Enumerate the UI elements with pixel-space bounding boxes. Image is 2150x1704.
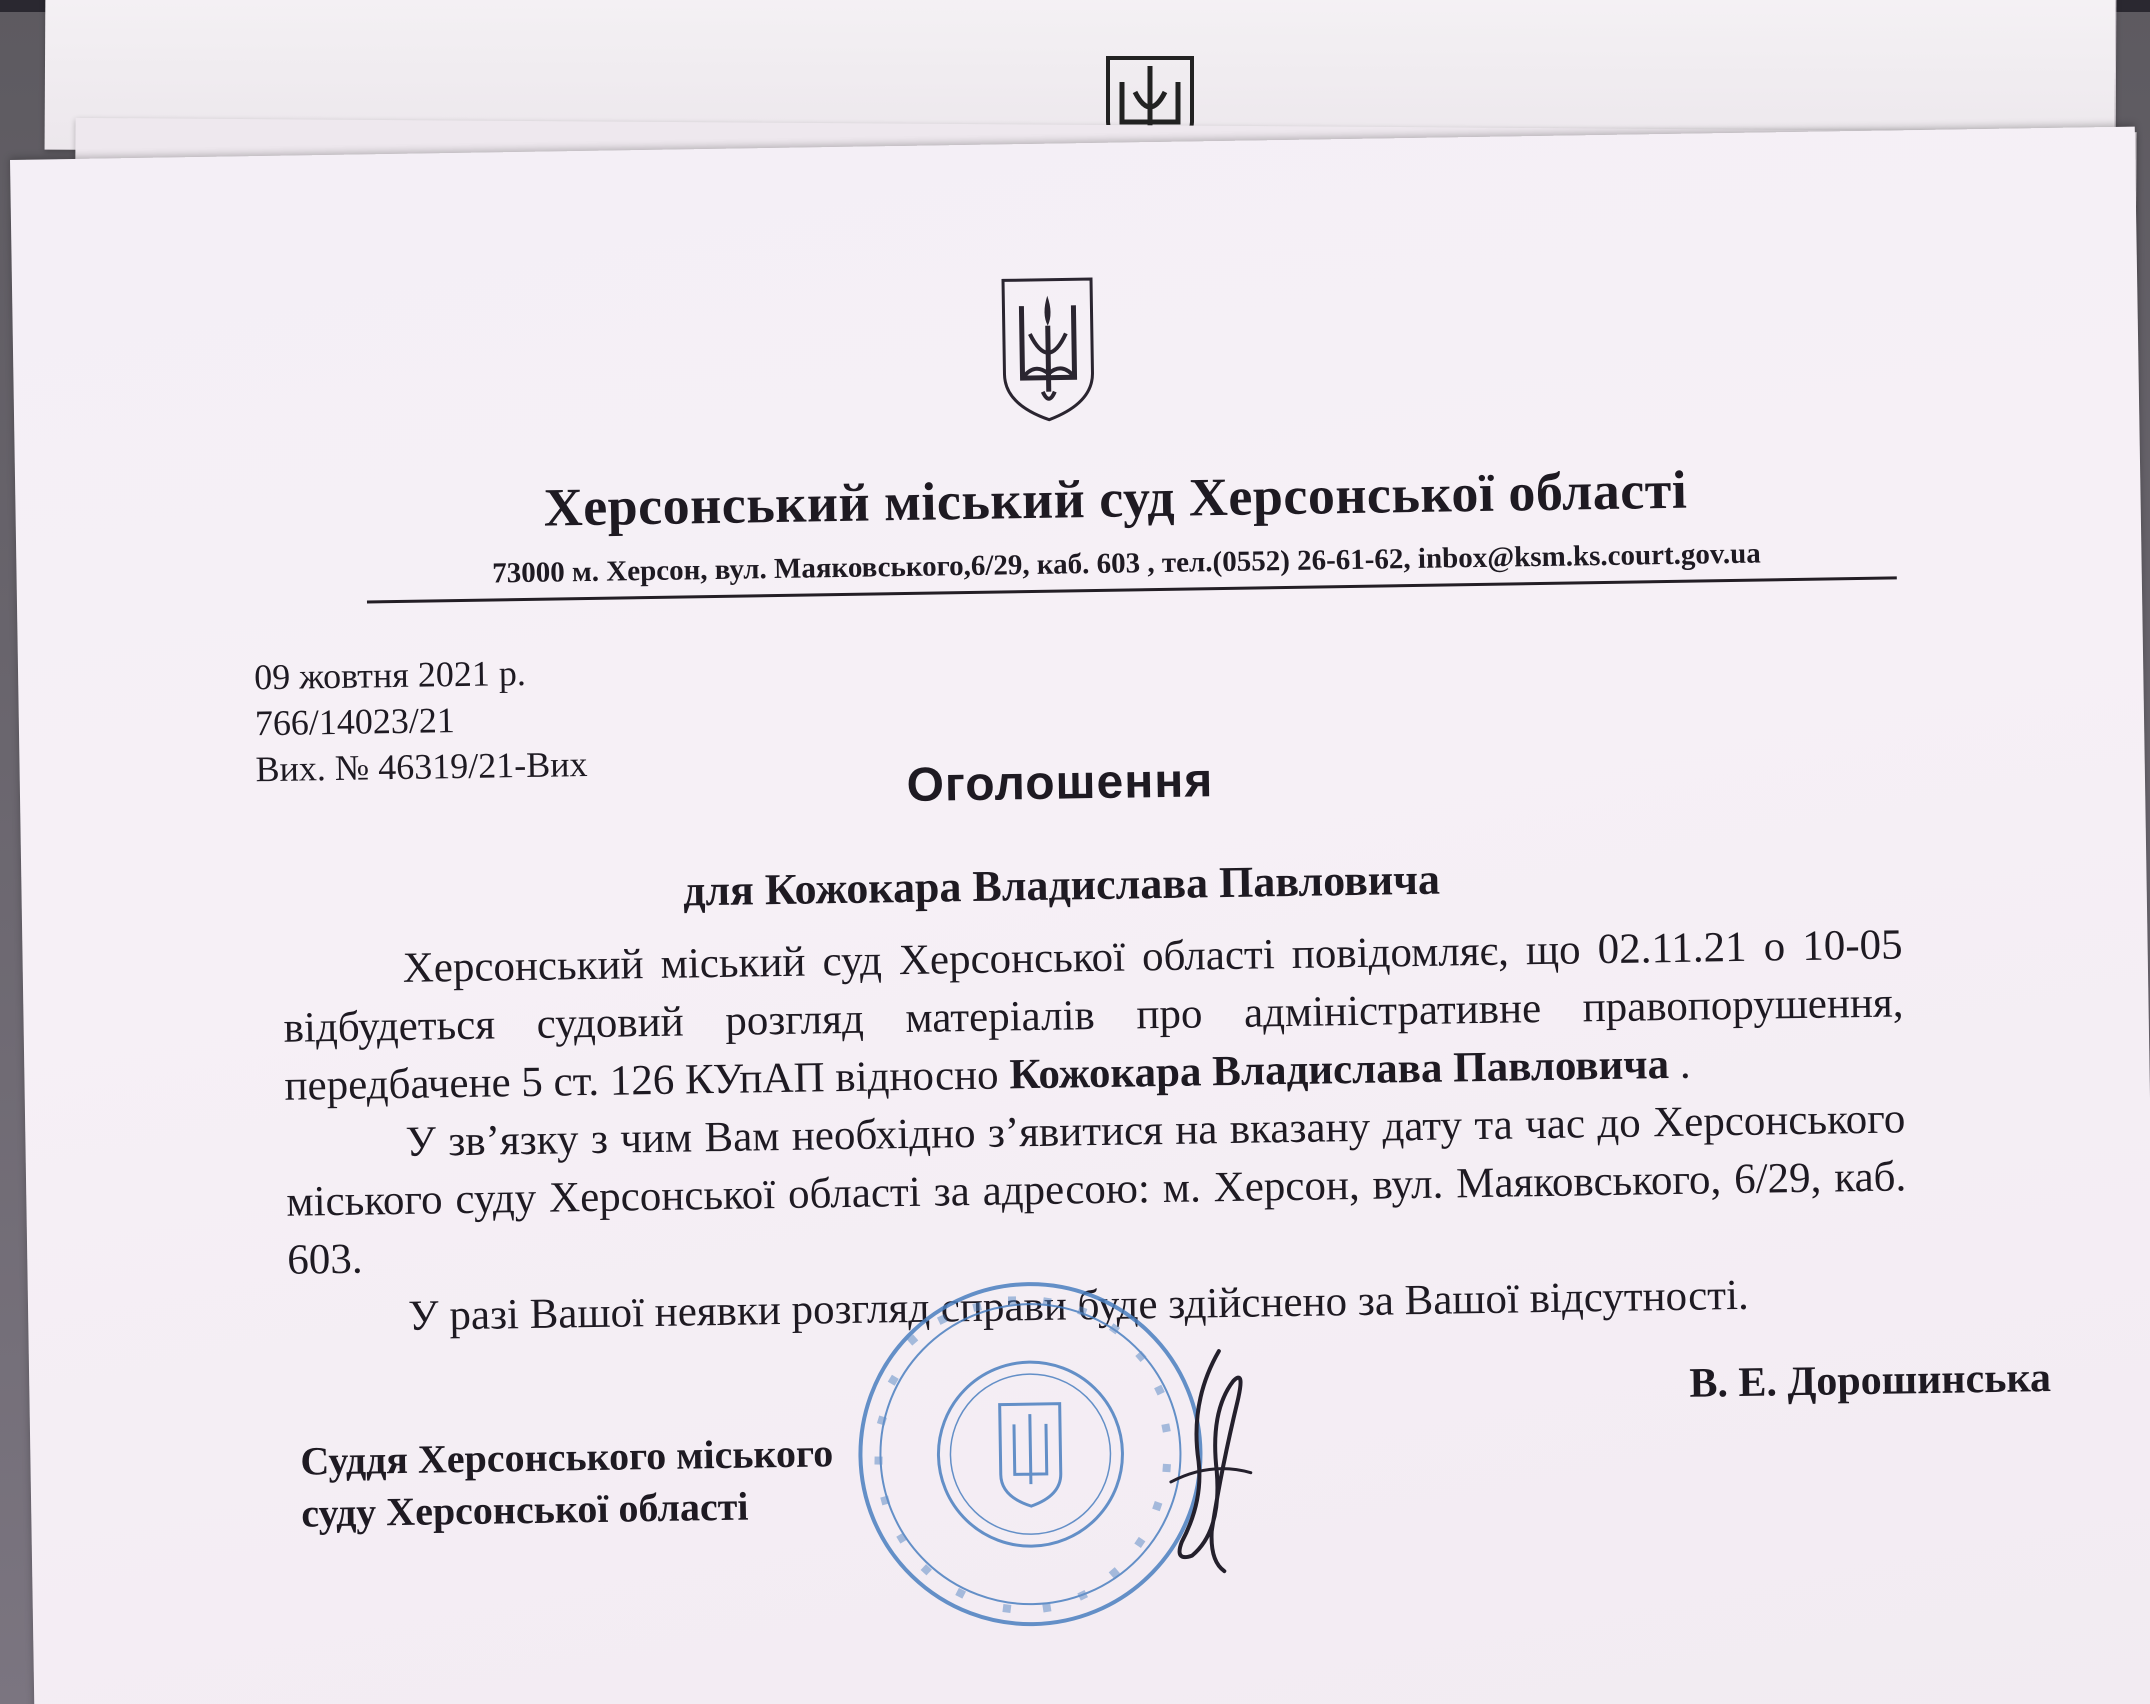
paragraph3-text: У разі Вашої неявки розгляд справи буде здійснено за Вашої відсутності. xyxy=(407,1271,1750,1340)
paragraph1-text: Херсонський міський суд Херсонської області повідомляє, що 02.11.21 о 10-05 відбудеться судовий розгляд матеріалів про адміністративне правопорушення, передбачене 5 ст. 126 КУпАП відносно xyxy=(283,921,1904,1110)
signer-title-line2: суду Херсонської області xyxy=(300,1483,749,1536)
addressee: для Кожокара Владислава Павловича xyxy=(682,854,1441,916)
paragraph1-end: . xyxy=(1668,1040,1691,1089)
paragraph-hearing-notice xyxy=(282,916,1905,1115)
letter-sheet xyxy=(10,127,2150,1704)
paragraph2-text: У зв’язку з чим Вам необхідно з’явитися на вказану дату та час до Херсонського міського суду Херсонської області за адресою: м. Херсон, вул. Маяковського, 6/29, каб. 603. xyxy=(286,1095,1907,1284)
paragraph-indent xyxy=(283,982,403,984)
letter-content xyxy=(10,127,2150,1704)
court-name: Херсонський міський суд Херсонської області xyxy=(543,459,1688,538)
case-number: 766/14023/21 xyxy=(254,700,456,744)
signer-name: В. Е. Дорошинська xyxy=(1689,1355,2052,1407)
signer-title-line1: Суддя Херсонського міського xyxy=(300,1430,834,1484)
paragraph-appear xyxy=(285,1090,1908,1289)
paragraph-indent xyxy=(288,1330,408,1332)
signer-title xyxy=(300,1427,834,1539)
handwritten-signature xyxy=(1149,1341,1263,1583)
document-date: 09 жовтня 2021 р. xyxy=(253,652,527,698)
paragraph1-person: Кожокара Владислава Павловича xyxy=(1008,1041,1670,1099)
court-address: 73000 м. Херсон, вул. Маяковського,6/29, каб. 603 , тел.(0552) 26-61-62, inbox@ksm.ks.court.gov.ua xyxy=(492,537,1761,590)
paragraph-indent xyxy=(286,1156,406,1158)
outgoing-number: Вих. № 46319/21-Вих xyxy=(255,744,588,790)
trident-emblem-icon xyxy=(997,273,1099,425)
document-heading: Оголошення xyxy=(906,754,1214,812)
